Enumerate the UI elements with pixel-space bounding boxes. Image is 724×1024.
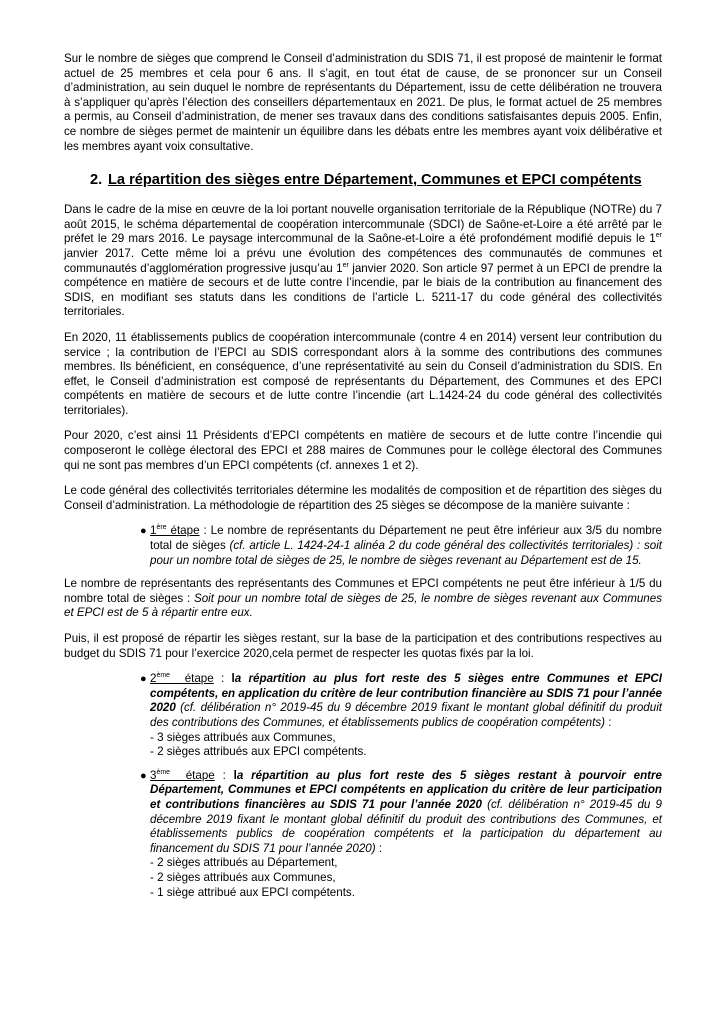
- step-3-italic: (cf. délibération n° 2019-45 du 9 décembre 2019 fixant le montant global définitif du produit des contributions des Communes, et établissements publics de coopération compétents et la participation du département au financement du SDIS 71 pour l’année 2020): [150, 797, 662, 855]
- list-item: - 1 siège attribué aux EPCI compétents.: [150, 885, 355, 899]
- superscript: ère: [156, 524, 167, 532]
- step-word: étape: [166, 524, 200, 538]
- paragraph-communes-share-italic: Soit pour un nombre total de sièges de 25, le nombre de sièges revenant aux Communes et EPCI est de 5 à répartir entre eux.: [64, 591, 662, 620]
- step-3-list: [150, 856, 662, 900]
- step-2-bold-italic: a répartition au plus fort reste des 5 sièges entre Communes et EPCI compétents, en application du critère de leur contribution financière au SDIS 71 pour l’année 2020: [150, 672, 662, 715]
- list-item: - 2 sièges attribués au Département,: [150, 856, 338, 870]
- list-item: - 2 sièges attribués aux Communes,: [150, 870, 336, 884]
- step-3-item: [140, 768, 662, 900]
- paragraph-notre-law-part-b: janvier 2017. Cette même loi a prévu une évolution des compétences des communautés de communes et communautés d’agglomération progressive jusqu’au 1: [64, 246, 662, 275]
- step-word: étape: [170, 672, 214, 686]
- paragraph-communes-share-text: Le nombre de représentants des représentants des Communes et EPCI compétents ne peut être inférieur à 1/5 du nombre total de sièges :: [64, 577, 662, 605]
- step-3-bold-italic: a répartition au plus fort reste des 5 sièges restant à pourvoir entre Département, Communes et EPCI compétents en application du critère de leur participation et contributions financières au SDIS 71 pour l’année 2020: [150, 768, 662, 811]
- intro-paragraph: Sur le nombre de sièges que comprend le Conseil d’administration du SDIS 71, il est proposé de maintenir le format actuel de 25 membres et cela pour 6 ans. Il s’agit, en tout état de cause, de se prononcer sur un Conseil d’administration, au sein duquel le nombre de représentants du Département, issu de cette délibération ne trouvera à s’appliquer qu’après l’élection des conseillers départementaux en 2021. De plus, le format actuel de 25 membres a permis, au Conseil d’administration, de mener ses travaux dans des conditions satisfaisantes depuis 2005. Enfin, ce nombre de sièges permet de maintenir un équilibre dans les débats entre les membres ayant voix délibérative et les membres ayant voix consultative.: [64, 52, 662, 153]
- section-number: 2.: [90, 172, 103, 189]
- step-2-italic: (cf. délibération n° 2019-45 du 9 décembre 2019 fixant le montant global définitif du produit des contributions des Communes, et établissements publics de coopération compétents): [150, 701, 662, 729]
- list-item: - 2 sièges attribués aux EPCI compétents.: [150, 745, 367, 759]
- step-3-label: [150, 769, 215, 782]
- step-2-list: [150, 731, 662, 760]
- document-page: [64, 52, 662, 909]
- step-2-tail: :: [604, 715, 612, 729]
- paragraph-notre-law: [64, 203, 662, 320]
- step-separator: :: [214, 768, 234, 782]
- superscript: er: [655, 232, 662, 240]
- step-2-item: [140, 672, 662, 760]
- superscript: ème: [156, 768, 171, 776]
- step-word: étape: [170, 768, 215, 782]
- step-1-item: [140, 524, 662, 568]
- superscript: ème: [156, 672, 171, 680]
- paragraph-epci-2020: En 2020, 11 établissements publics de coopération intercommunale (contre 4 en 2014) versent leur contribution du service ; la contribution de l’EPCI au SDIS correspondant alors à la somme des contributions des communes membres. Ils bénéficient, en conséquence, d’une représentativité au sein du Conseil d’administration du SDIS. En effet, le Conseil d’administration est composé de représentants du Département, des Communes et des EPCI compétents en matière de secours et de lutte contre l’incendie (art L.1424-24 du code général des collectivités territoriales).: [64, 330, 662, 417]
- step-number: 2: [150, 672, 157, 686]
- bullet-icon: ●: [140, 525, 147, 538]
- step-1-text: : Le nombre de représentants du Département ne peut être inférieur aux 3/5 du nombre total de sièges: [150, 524, 662, 553]
- bullet-icon: ●: [140, 673, 147, 686]
- bullet-icon: ●: [140, 769, 147, 782]
- list-item: - 3 sièges attribués aux Communes,: [150, 730, 336, 744]
- section-title: La répartition des sièges entre Département, Communes et EPCI compétents: [108, 172, 642, 189]
- step-number: 3: [150, 768, 157, 782]
- section-heading: [90, 172, 662, 189]
- step-2-label: [150, 672, 214, 685]
- step-2-bold: l: [231, 672, 235, 686]
- step-3-bold: l: [233, 768, 237, 782]
- step-3-tail: :: [375, 841, 383, 855]
- step-separator: :: [213, 672, 232, 686]
- paragraph-notre-law-part-c: janvier 2020. Son article 97 permet à un EPCI de prendre la compétence en matière de secours et de lutte contre l’incendie, par le biais de la contribution au financement des SDIS, en modifiant ses statuts dans les conditions de l’article L. 5211-17 du code général des collectivités territoriales.: [64, 261, 662, 319]
- step-1-label: [150, 524, 200, 537]
- superscript: er: [342, 261, 349, 269]
- step-number: 1: [150, 524, 157, 538]
- paragraph-electoral-college: Pour 2020, c’est ainsi 11 Présidents d’EPCI compétents en matière de secours et de lutte contre l’incendie qui composeront le collège électoral des EPCI et 288 maires de Communes pour le collège électoral des Communes qui ne sont pas membres d’un EPCI compétents (cf. annexes 1 et 2).: [64, 429, 662, 472]
- paragraph-notre-law-part-a: Dans le cadre de la mise en œuvre de la loi portant nouvelle organisation territoriale de la République (NOTRe) du 7 août 2015, le schéma départemental de coopération intercommunale (SDCI) de Saône-et-Loire a été arrêté par le préfet le 29 mars 2016. Le paysage intercommunal de la Saône-et-Loire a été profondément modifié depuis le 1: [64, 203, 662, 246]
- paragraph-methodology: Le code général des collectivités territoriales détermine les modalités de composition et de répartition des sièges du Conseil d’administration. La méthodologie de répartition des 25 sièges se décompose de la manière suivante :: [64, 484, 662, 512]
- paragraph-remaining-seats: Puis, il est proposé de répartir les sièges restant, sur la base de la participation et des contributions respectives au budget du SDIS 71 pour l’exercice 2020,cela permet de respecter les quotas fixés par la loi.: [64, 632, 662, 660]
- step-1-italic: (cf. article L. 1424-24-1 alinéa 2 du code général des collectivités territoriales) : soit pour un nombre total de sièges de 25, le nombre de sièges revenant au Département est de 15.: [150, 539, 662, 567]
- paragraph-communes-share: [64, 577, 662, 621]
